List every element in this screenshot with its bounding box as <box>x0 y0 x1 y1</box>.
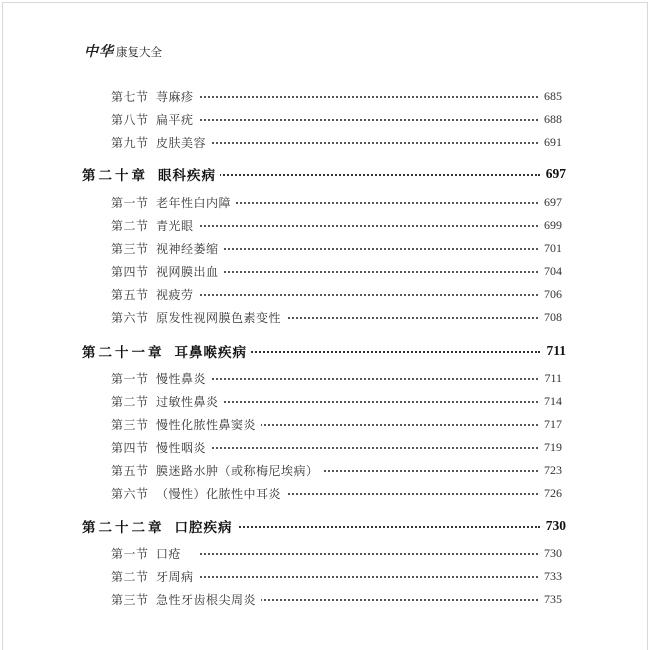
chapter-name: 眼科疾病 <box>158 168 216 184</box>
section-title: 慢性咽炎 <box>156 439 211 456</box>
chapter-title <box>82 341 251 361</box>
section-label: 第六节 <box>111 486 149 501</box>
toc-section-row[interactable] <box>0 414 650 434</box>
section-page-number: 704 <box>540 264 562 279</box>
chapter-name: 耳鼻喉疾病 <box>174 345 247 361</box>
section-label: 第二节 <box>111 394 149 409</box>
dot-leader <box>200 202 538 204</box>
toc-section-row[interactable] <box>0 284 650 304</box>
section-title: 牙周病 <box>156 568 199 585</box>
toc-section-row[interactable] <box>0 460 650 480</box>
dot-leader <box>200 119 538 121</box>
toc-section-row[interactable] <box>0 368 650 388</box>
section-label: 第一节 <box>111 195 149 210</box>
dot-leader <box>200 526 540 528</box>
dot-leader <box>200 271 538 273</box>
dot-leader <box>200 401 538 403</box>
section-label: 第六节 <box>111 310 149 325</box>
header-subtitle: 康复大全 <box>116 45 162 59</box>
section-page-number: 733 <box>540 569 562 584</box>
section-title: 扁平疣 <box>156 111 199 128</box>
dot-leader <box>200 225 538 227</box>
section-label: 第八节 <box>111 112 149 127</box>
toc-section-row[interactable] <box>0 109 650 129</box>
dot-leader <box>200 174 540 176</box>
toc-section-row[interactable] <box>0 391 650 411</box>
section-page-number: 691 <box>540 135 562 150</box>
toc-section-row[interactable] <box>0 132 650 152</box>
section-page-number: 697 <box>540 195 562 210</box>
section-title: 原发性视网膜色素变性 <box>156 309 286 326</box>
toc-section-row[interactable] <box>0 437 650 457</box>
section-title: 口疮 <box>156 545 186 562</box>
section-page-number: 714 <box>540 394 562 409</box>
dot-leader <box>200 142 538 144</box>
section-label: 第九节 <box>111 135 149 150</box>
section-page-number: 726 <box>540 486 562 501</box>
dot-leader <box>200 294 538 296</box>
section-title: 慢性鼻炎 <box>156 370 211 387</box>
section-title: 过敏性鼻炎 <box>156 393 224 410</box>
chapter-page-number: 711 <box>542 343 566 359</box>
toc-section-row[interactable] <box>0 483 650 503</box>
dot-leader <box>200 447 538 449</box>
section-label: 第五节 <box>111 463 149 478</box>
running-header <box>84 41 162 61</box>
toc-section-row[interactable] <box>0 307 650 327</box>
section-title: 视疲劳 <box>156 286 199 303</box>
section-title: 荨麻疹 <box>156 88 199 105</box>
section-title: 急性牙齿根尖周炎 <box>156 591 261 608</box>
section-page-number: 685 <box>540 89 562 104</box>
section-page-number: 688 <box>540 112 562 127</box>
toc-section-row[interactable] <box>0 238 650 258</box>
toc-section-row[interactable] <box>0 192 650 212</box>
section-label: 第四节 <box>111 440 149 455</box>
dot-leader <box>200 553 538 555</box>
toc-section-row[interactable] <box>0 215 650 235</box>
header-brand: 中华 <box>84 44 114 60</box>
section-title: 膜迷路水肿（或称梅尼埃病） <box>156 462 324 479</box>
dot-leader <box>200 96 538 98</box>
section-page-number: 730 <box>540 546 562 561</box>
chapter-number: 第二十二章 <box>82 520 165 536</box>
section-page-number: 717 <box>540 417 562 432</box>
section-page-number: 708 <box>540 310 562 325</box>
section-label: 第四节 <box>111 264 149 279</box>
section-title: 视网膜出血 <box>156 263 224 280</box>
toc-section-row[interactable] <box>0 543 650 563</box>
section-page-number: 735 <box>540 592 562 607</box>
dot-leader <box>200 351 540 353</box>
section-label: 第五节 <box>111 287 149 302</box>
section-page-number: 711 <box>540 371 562 386</box>
section-title: （慢性）化脓性中耳炎 <box>156 485 286 502</box>
section-label: 第三节 <box>111 241 149 256</box>
section-page-number: 701 <box>540 241 562 256</box>
dot-leader <box>200 378 538 380</box>
toc-section-row[interactable] <box>0 261 650 281</box>
toc-chapter-row[interactable] <box>0 164 650 184</box>
section-label: 第三节 <box>111 417 149 432</box>
toc-chapter-row[interactable] <box>0 341 650 361</box>
section-title: 皮肤美容 <box>156 134 211 151</box>
toc-section-row[interactable] <box>0 589 650 609</box>
section-title: 慢性化脓性鼻窦炎 <box>156 416 261 433</box>
chapter-name: 口腔疾病 <box>174 520 233 536</box>
chapter-title <box>82 164 220 184</box>
chapter-number: 第二十一章 <box>82 345 165 361</box>
section-title: 视神经萎缩 <box>156 240 224 257</box>
chapter-title <box>82 516 237 536</box>
section-page-number: 706 <box>540 287 562 302</box>
chapter-page-number: 697 <box>542 166 566 182</box>
section-page-number: 719 <box>540 440 562 455</box>
section-label: 第一节 <box>111 546 149 561</box>
toc-section-row[interactable] <box>0 566 650 586</box>
section-page-number: 723 <box>540 463 562 478</box>
section-label: 第二节 <box>111 218 149 233</box>
section-title: 老年性白内障 <box>156 194 236 211</box>
toc-chapter-row[interactable] <box>0 516 650 536</box>
chapter-page-number: 730 <box>542 518 566 534</box>
toc-section-row[interactable] <box>0 86 650 106</box>
section-label: 第七节 <box>111 89 149 104</box>
dot-leader <box>200 248 538 250</box>
section-title: 青光眼 <box>156 217 199 234</box>
section-label: 第三节 <box>111 592 149 607</box>
section-page-number: 699 <box>540 218 562 233</box>
dot-leader <box>200 576 538 578</box>
section-label: 第一节 <box>111 371 149 386</box>
section-label: 第二节 <box>111 569 149 584</box>
chapter-number: 第二十章 <box>82 168 148 184</box>
